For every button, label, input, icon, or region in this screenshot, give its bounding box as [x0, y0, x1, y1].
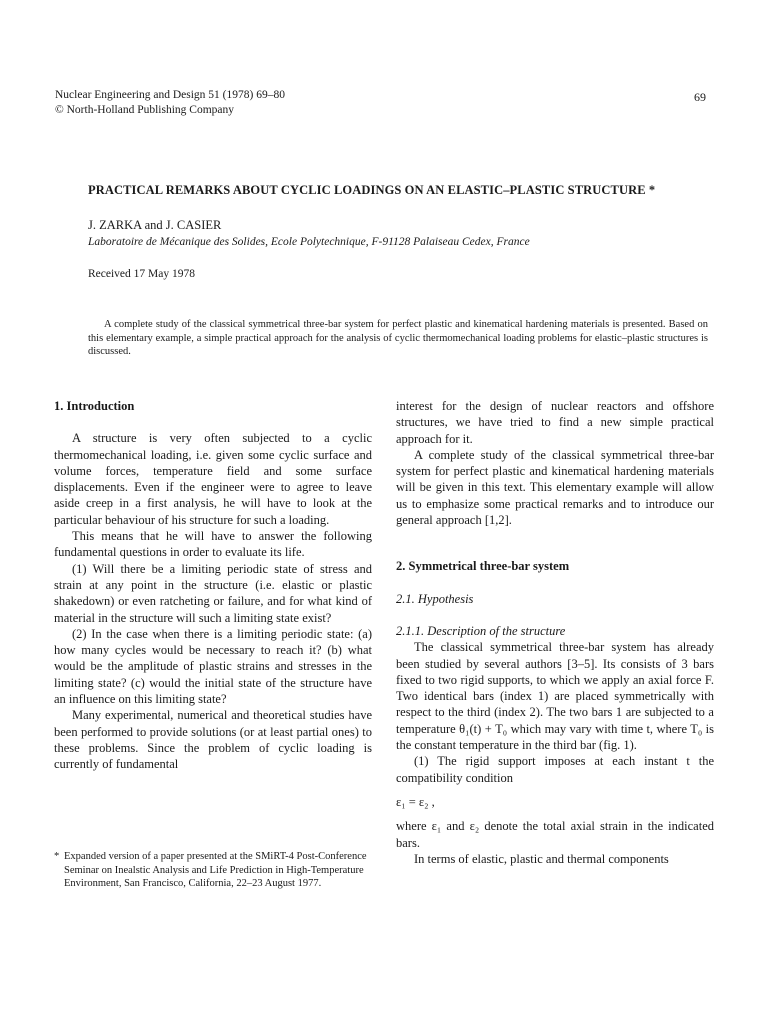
right-column — [396, 398, 714, 867]
publisher-line: © North-Holland Publishing Company — [55, 104, 234, 116]
footnote-mark: * — [54, 851, 60, 862]
components-paragraph: In terms of elastic, plastic and thermal components — [414, 851, 669, 866]
subsection-2-1-heading: 2.1. Hypothesis — [396, 591, 474, 606]
journal-citation: Nuclear Engineering and Design 51 (1978) 69–80 — [55, 89, 285, 101]
section-1-heading: 1. Introduction — [54, 399, 135, 413]
compatibility-equation: ε₁ = ε₂ , — [396, 794, 435, 809]
intro-paragraph-continued: interest for the design of nuclear reactors and offshore structures, we have tried to find a new simple practical approach for it. — [396, 399, 714, 446]
journal-header — [55, 88, 285, 118]
left-column — [54, 398, 372, 773]
footnote — [54, 850, 372, 891]
intro-paragraph-4: (2) In the case when there is a limiting periodic state: (a) how many cycles would be necessary to reach it? (b) what would be the amplitude of plastic strains and stresses in the limiting state? (c) would the initial state of the structure have an influence on this limiting state? — [54, 626, 372, 707]
abstract: A complete study of the classical symmetrical three-bar system for perfect plastic and kinematical hardening materials is presented. Based on this elementary example, a simple practical approach for the analysis of cyclic thermomechanical loading problems for elastic–plastic structures is discussed. — [88, 319, 708, 357]
footnote-text: Expanded version of a paper presented at the SMiRT-4 Post-Conference Seminar on Inealstic Analysis and Life Prediction in High-Temperature Environment, San Francisco, California, 22–23 August 1977. — [64, 851, 367, 889]
intro-paragraph-2: This means that he will have to answer the following fundamental questions in order to evaluate its life. — [54, 529, 372, 560]
author-affiliation: Laboratoire de Mécanique des Solides, Ecole Polytechnique, F-91128 Palaiseau Cedex, France — [88, 236, 530, 248]
article-authors: J. ZARKA and J. CASIER — [88, 218, 222, 232]
structure-paragraph-1: The classical symmetrical three-bar system has already been studied by several authors [3–5]. Its consists of 3 bars fixed to two rigid supports, to which we apply an axial force F. Two identical bars (index 1) are placed symmetrically with respect to the third (index 2). The two bars 1 are subjected to a temperature θ₁(t) + T₀ which may vary with time t, where T₀ is the constant temperature in the third bar (fig. 1). — [396, 640, 714, 753]
intro-paragraph-6: A complete study of the classical symmetrical three-bar system for perfect plastic and kinematical hardening materials will be given in this text. This elementary example will allow us to emphasize some practical remarks and to introduce our general approach [1,2]. — [396, 447, 714, 528]
received-date: Received 17 May 1978 — [88, 268, 195, 280]
intro-paragraph-3: (1) Will there be a limiting periodic state of stress and strain at any point in the structure (i.e. elastic or plastic shakedown) or even ratcheting or failure, and for what kind of material in the structure will such a limiting state exist? — [54, 561, 372, 625]
structure-paragraph-2: (1) The rigid support imposes at each instant t the compatibility condition — [396, 754, 714, 785]
subsection-2-1-1-heading: 2.1.1. Description of the structure — [396, 623, 566, 638]
page-number: 69 — [694, 90, 706, 104]
strain-definition-paragraph: where ε₁ and ε₂ denote the total axial strain in the indicated bars. — [396, 819, 714, 850]
section-2-heading: 2. Symmetrical three-bar system — [396, 559, 570, 574]
intro-paragraph-1: A structure is very often subjected to a cyclic thermomechanical loading, i.e. given some cyclic surface and volume forces, temperature field and some surface displacements. Even if the engineer were to agree to leave aside creep in a first analysis, he will have to look at the particular behaviour of his structure for such a loading. — [54, 431, 372, 527]
intro-paragraph-5: Many experimental, numerical and theoretical studies have been performed to provide solutions (or at least partial ones) to these problems. Since the problem of cyclic loading is currently of fundamental — [54, 708, 372, 772]
article-title: PRACTICAL REMARKS ABOUT CYCLIC LOADINGS ON AN ELASTIC–PLASTIC STRUCTURE * — [88, 183, 656, 197]
